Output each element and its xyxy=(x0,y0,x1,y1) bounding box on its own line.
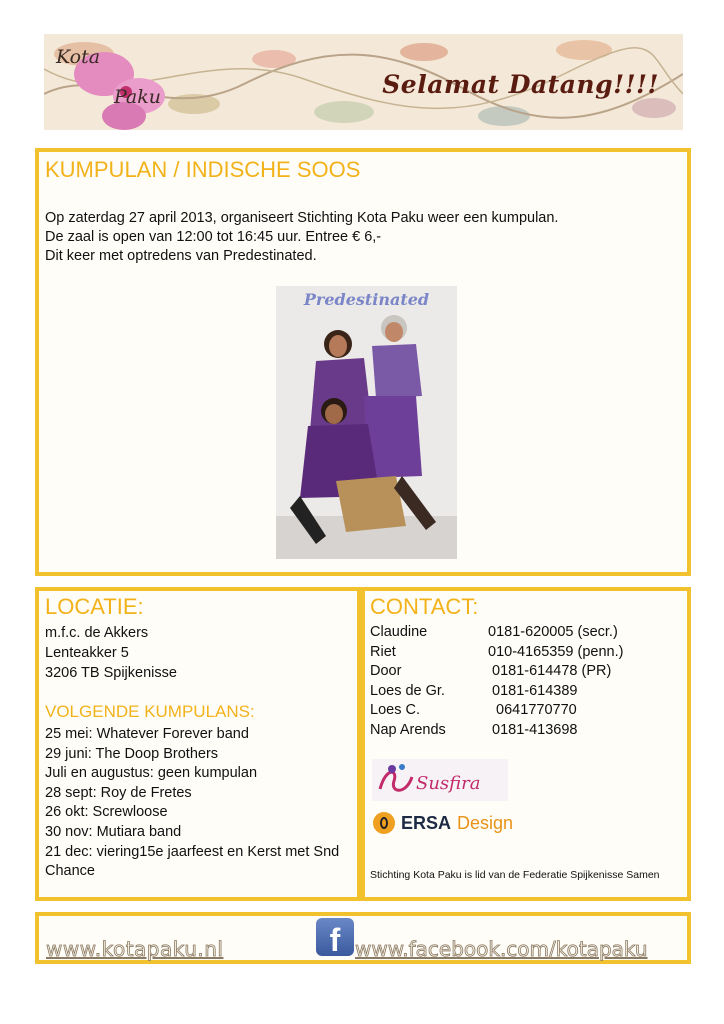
list-item: 21 dec: viering15e jaarfeest en Kerst met Snd Chance xyxy=(45,843,340,880)
location-address xyxy=(45,623,177,683)
ersa-icon xyxy=(373,812,395,834)
contact-title: CONTACT: xyxy=(370,594,479,619)
upcoming-list xyxy=(45,725,355,882)
list-item: 30 nov: Mutiara band xyxy=(45,823,182,840)
location-title: LOCATIE: xyxy=(45,594,144,619)
header-banner xyxy=(44,34,683,130)
band-members-image xyxy=(276,286,457,559)
location-box xyxy=(35,587,361,901)
contact-row xyxy=(370,662,623,682)
photo-label: Predestinated xyxy=(303,290,430,309)
contact-phone: 0181-614478 (PR) xyxy=(488,663,612,680)
contact-phone: 0181-620005 (secr.) xyxy=(488,624,618,640)
list-item: Juli en augustus: geen kumpulan xyxy=(45,765,258,782)
contact-name: Loes de Gr. xyxy=(370,682,445,699)
event-description xyxy=(45,209,558,266)
footer-box xyxy=(35,912,691,964)
contact-name: Loes C. xyxy=(370,702,420,719)
design-text: Design xyxy=(457,812,514,833)
contact-name: Door xyxy=(370,663,402,680)
upcoming-title: VOLGENDE KUMPULANS: xyxy=(45,702,255,721)
address-line: 3206 TB Spijkenisse xyxy=(45,665,177,681)
event-line: De zaal is open van 12:00 tot 16:45 uur. Entree € 6,- xyxy=(45,229,382,245)
contact-name: Riet xyxy=(370,643,396,660)
list-item: 25 mei: Whatever Forever band xyxy=(45,726,249,742)
contact-phone: 0641770770 xyxy=(488,702,577,719)
contact-row xyxy=(370,643,623,663)
contact-phone: 0181-614389 xyxy=(488,682,578,699)
contact-name: Claudine xyxy=(370,624,428,640)
contact-row xyxy=(370,701,623,721)
event-title: KUMPULAN / INDISCHE SOOS xyxy=(45,157,361,182)
contact-row xyxy=(370,623,623,643)
contact-list xyxy=(370,623,623,741)
susfira-logo xyxy=(372,759,508,801)
list-item: 26 okt: Screwloose xyxy=(45,804,168,821)
facebook-icon[interactable]: f xyxy=(316,918,354,956)
event-box xyxy=(35,148,691,576)
contact-phone: 010-4165359 (penn.) xyxy=(488,643,624,660)
contact-row xyxy=(370,721,623,741)
ersa-text: ERSA xyxy=(401,812,452,833)
welcome-text: Selamat Datang!!!! xyxy=(382,70,659,99)
contact-name: Nap Arends xyxy=(370,721,446,738)
website-link[interactable]: www.kotapaku.nl xyxy=(46,937,224,961)
contact-box xyxy=(361,587,691,901)
address-line: m.f.c. de Akkers xyxy=(45,625,149,641)
event-line: Dit keer met optredens van Predestinated. xyxy=(45,248,317,264)
band-photo xyxy=(276,286,457,559)
list-item: 28 sept: Roy de Fretes xyxy=(45,784,192,801)
logo-kota: Kota xyxy=(56,46,101,68)
federatie-note: Stichting Kota Paku is lid van de Federatie Spijkenisse Samen xyxy=(370,869,660,881)
contact-row xyxy=(370,682,623,702)
logo-paku: Paku xyxy=(114,86,162,108)
svg-text:Susfira: Susfira xyxy=(416,773,481,794)
list-item: 29 juni: The Doop Brothers xyxy=(45,745,219,762)
address-line: Lenteakker 5 xyxy=(45,645,129,661)
contact-phone: 0181-413698 xyxy=(488,721,578,738)
facebook-link[interactable]: www.facebook.com/kotapaku xyxy=(355,937,648,961)
ersa-design-logo xyxy=(373,807,513,839)
event-line: Op zaterdag 27 april 2013, organiseert Stichting Kota Paku weer een kumpulan. xyxy=(45,210,559,226)
